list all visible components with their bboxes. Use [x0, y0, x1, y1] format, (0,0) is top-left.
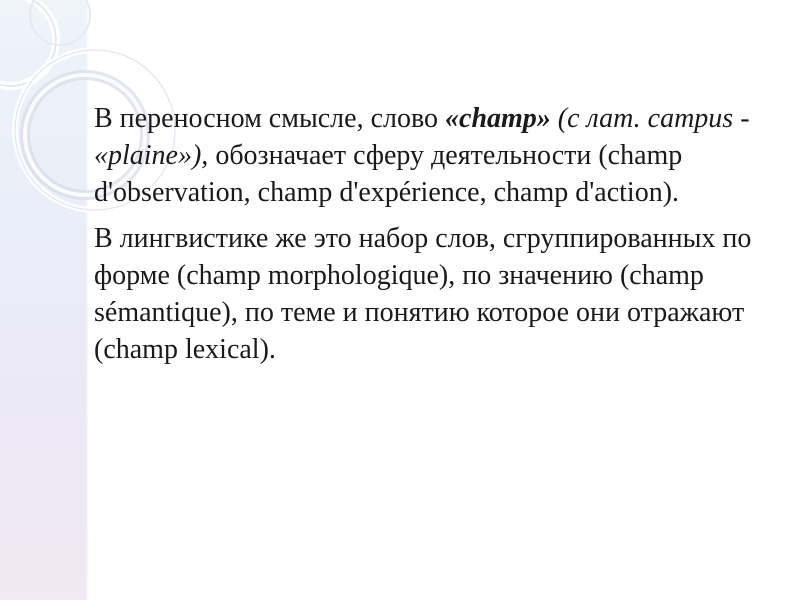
paragraph1-rest: обозначает сферу деятельности (champ d'observation, champ d'expérience, champ d'action). [94, 140, 683, 208]
paragraph-figurative-meaning [94, 100, 774, 211]
etymology: (с лат. campus - «plaine»), [94, 103, 750, 171]
paragraph-linguistics: В лингвистике же это набор слов, сгруппированных по форме (champ morphologique), по значению (champ sémantique), по теме и понятию которое они отражают (champ lexical). [94, 223, 752, 365]
term-champ: «champ» [445, 103, 551, 134]
paragraph1-lead: В переносном смысле, слово [94, 103, 446, 134]
content-text [94, 100, 774, 377]
